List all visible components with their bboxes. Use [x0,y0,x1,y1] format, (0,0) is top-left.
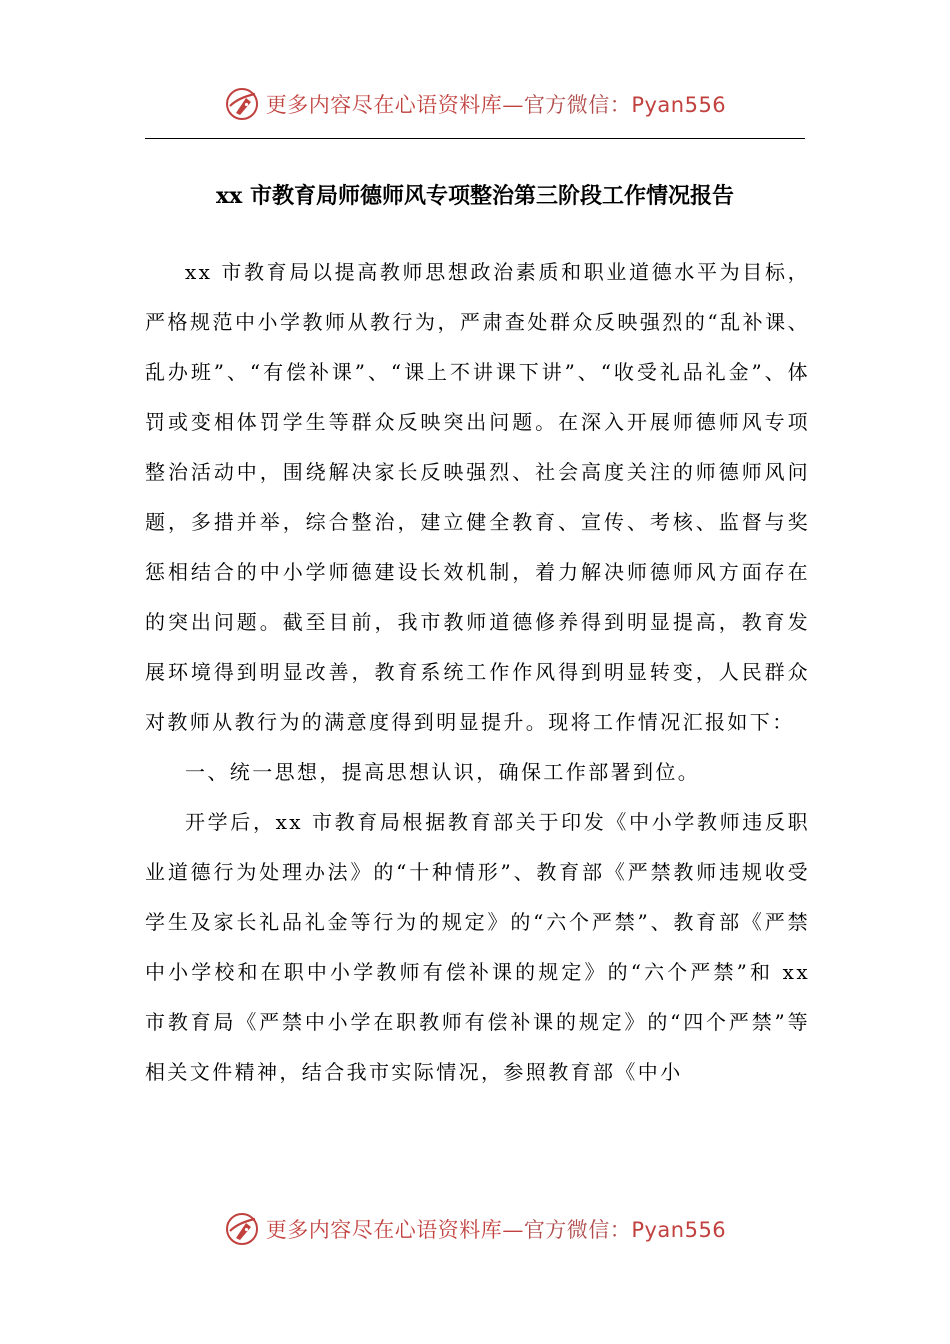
banner-text [266,89,726,119]
footer-banner [0,1207,950,1251]
header-divider [145,138,805,139]
paragraph-heading-1: 一、统一思想，提高思想认识，确保工作部署到位。 [185,760,701,784]
banner-main-text: 更多内容尽在心语资料库 [265,93,503,117]
banner-wx-label: 官方微信： [523,1218,632,1242]
pen-nib-logo-icon [224,86,260,122]
pen-nib-logo-icon [224,1211,260,1247]
banner-main-text: 更多内容尽在心语资料库 [265,1218,503,1242]
document-body [145,247,810,1097]
paragraph-section-1: 开学后，xx 市教育局根据教育部关于印发《中小学教师违反职业道德行为处理办法》的“十种情形”、教育部《严禁教师违规收受学生及家长礼品礼金等行为的规定》的“六个严禁”、教育部《严禁中小学校和在职中小学教师有偿补课的规定》的“六个严禁”和 xx 市教育局《严禁中小学在职教师有偿补课的规定》的“四个严禁”等相关文件精神，结合我市实际情况，参照教育部《中小 [145,810,810,1084]
banner-text [266,1214,726,1244]
banner-dash: — [502,1218,524,1242]
banner-dash: — [502,93,524,117]
banner-wx-id: Pyan556 [631,1218,727,1242]
document-title: xx 市教育局师德师风专项整治第三阶段工作情况报告 [216,183,734,209]
banner-wx-label: 官方微信： [523,93,632,117]
paragraph-intro: xx 市教育局以提高教师思想政治素质和职业道德水平为目标，严格规范中小学教师从教行为，严肃查处群众反映强烈的“乱补课、乱办班”、“有偿补课”、“课上不讲课下讲”、“收受礼品礼金”、体罚或变相体罚学生等群众反映突出问题。在深入开展师德师风专项整治活动中，围绕解决家长反映强烈、社会高度关注的师德师风问题，多措并举，综合整治，建立健全教育、宣传、考核、监督与奖惩相结合的中小学师德建设长效机制，着力解决师德师风方面存在的突出问题。截至目前，我市教师道德修养得到明显提高，教育发展环境得到明显改善，教育系统工作作风得到明显转变，人民群众对教师从教行为的满意度得到明显提升。现将工作情况汇报如下： [145,260,810,734]
banner-wx-id: Pyan556 [631,93,727,117]
header-banner [0,82,950,126]
